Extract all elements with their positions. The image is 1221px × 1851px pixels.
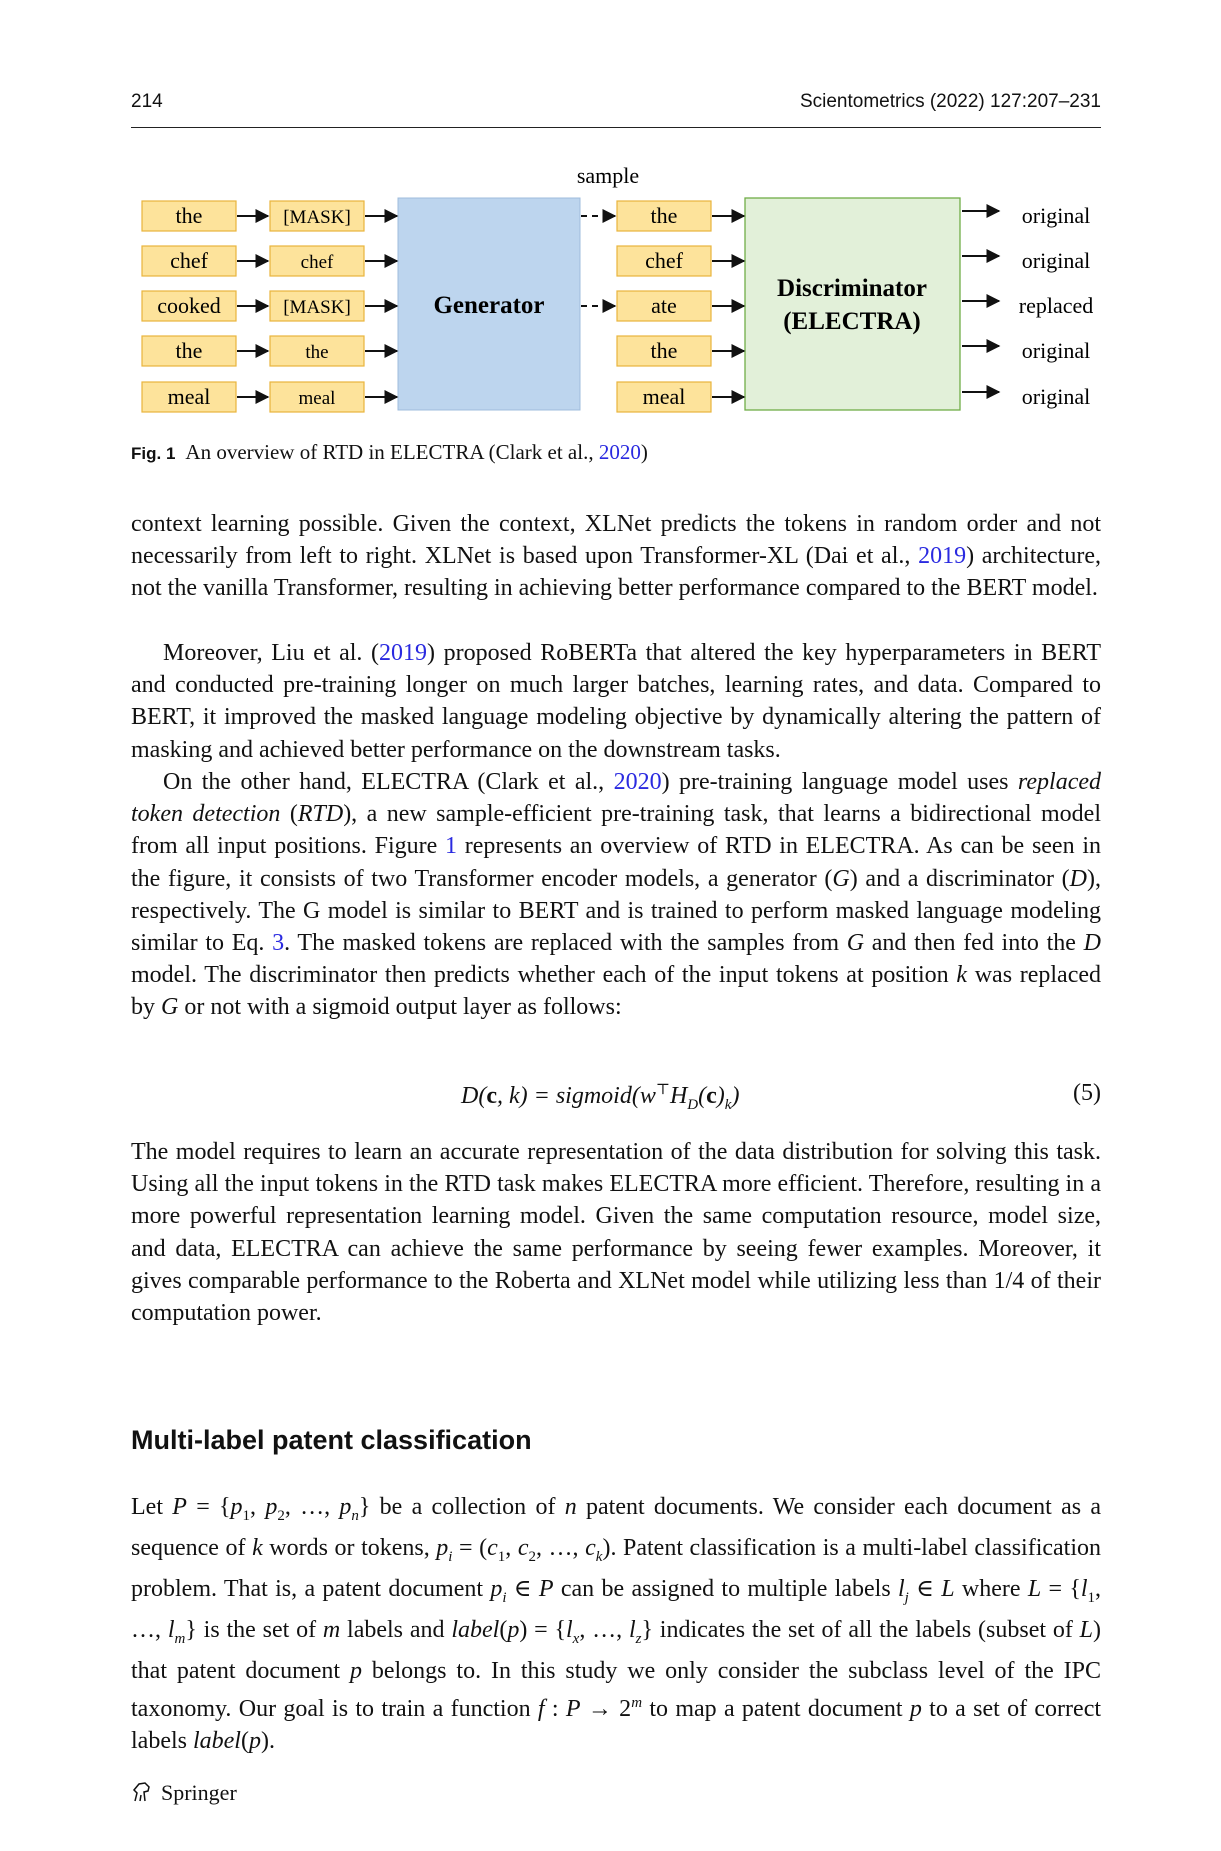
equation-formula: D(c, $k) = sigmoid(w^⊤H_D(c)_k)$ xyxy=(461,1082,740,1113)
input-token-text: the xyxy=(175,338,203,363)
discriminator-label-line1: Discriminator xyxy=(777,275,927,302)
discriminator-box xyxy=(745,198,960,410)
sampled-token-text: ate xyxy=(651,293,677,318)
input-tokens xyxy=(142,201,236,412)
symbol-g: G xyxy=(161,994,179,1021)
symbol-g: G xyxy=(846,930,865,957)
para4-text: The model requires to learn an accurate representation of the data distribution for solving this task. Using all the input tokens in the RTD task makes ELECTRA more efficient. Therefore, resulting in a more powerful representation learning model. Given the same computation resource, model size, and data, ELECTRA can achieve the same performance by seeing fewer examples. Moreover, it gives comparable performance to the Roberta and XLNet model while utilizing less than 1/4 of their computation power. xyxy=(131,1139,1101,1327)
para2-text-a: Moreover, Liu et al. ( xyxy=(163,640,380,666)
para3-text: ) and a discriminator ( xyxy=(849,865,1070,892)
figure-caption xyxy=(131,440,648,465)
springer-horse-icon xyxy=(131,1781,153,1803)
paragraph-efficiency xyxy=(131,1136,1101,1329)
section-title: Multi-label patent classification xyxy=(131,1425,532,1455)
citation-link-dai[interactable]: 2019 xyxy=(918,543,967,570)
page-number: 214 xyxy=(131,91,163,112)
caption-close: ) xyxy=(640,440,648,464)
output-label: original xyxy=(1021,248,1091,273)
masked-token-text: chef xyxy=(300,252,334,273)
masked-tokens xyxy=(270,201,364,412)
rtd-figure xyxy=(0,0,1221,430)
term-rtd: RTD xyxy=(297,801,344,828)
input-token-text: meal xyxy=(167,384,211,409)
generator-label: Generator xyxy=(433,292,545,319)
para3-text: represents an overview of RTD in ELECTRA. As can be seen in the figure, it consists of two Transformer encoder models, a generator ( xyxy=(131,833,1101,892)
para5-text: Let $P = \{p_1$, $p_2$, …, $p_n$} be a collection of n patent documents. We consider each document as a sequence of k words or tokens, $p_i = (c_1$, $c_2$, …, $c_k$). Patent classification is a multi-label classification problem. That is, a patent document $p_i$ ∈ P can be assigned to multiple labels $l_j$ ∈ L where $L = \{l_1$, …, $l_m$} is the set of m labels and label(p) = {$l_x$, …, $l_z$} indicates the set of all the labels (subset of L) that patent document p belongs to. In this study we only consider the subclass level of the IPC taxonomy. Our goal is to train a function f : $P \to 2^m$ to map a patent document p to a set of correct labels label(p). xyxy=(131,1494,1102,1755)
caption-citation-link[interactable]: 2020 xyxy=(598,440,641,464)
publisher-name: Springer xyxy=(161,1780,237,1805)
sampled-token-text: the xyxy=(650,338,678,363)
output-label: original xyxy=(1021,338,1091,363)
para3-text: . The masked tokens are replaced with the samples from xyxy=(284,930,847,957)
symbol-d: D xyxy=(1069,865,1088,892)
para3-text: or not with a sigmoid output layer as follows: xyxy=(178,994,622,1021)
para3-text: was replaced by xyxy=(131,962,1102,1021)
publisher-footer xyxy=(131,1780,237,1806)
input-token-text: chef xyxy=(170,248,208,273)
masked-token-text: [MASK] xyxy=(283,297,351,318)
equation-number: (5) xyxy=(1073,1080,1101,1106)
input-token-text: the xyxy=(175,203,203,228)
figure-ref-link[interactable]: 1 xyxy=(445,833,458,860)
sampled-token-text: the xyxy=(650,203,678,228)
term-rtd-full: replaced token detection xyxy=(131,769,1101,828)
masked-token-text: meal xyxy=(298,388,336,409)
caption-label: Fig. 1 xyxy=(131,444,176,463)
para3-text: On the other hand, ELECTRA (Clark et al., xyxy=(163,769,614,795)
journal-citation: Scientometrics (2022) 127:207–231 xyxy=(799,91,1101,112)
para3-text: ), respectively. The G model is similar to BERT and is trained to perform masked language modeling similar to Eq. xyxy=(131,865,1102,957)
symbol-d: D xyxy=(1083,930,1101,957)
masked-token-text: the xyxy=(305,342,329,363)
output-label: replaced xyxy=(1018,293,1094,318)
masked-token-text: [MASK] xyxy=(283,207,351,228)
paragraph-xlnet xyxy=(131,508,1101,605)
sampled-token-text: chef xyxy=(645,248,683,273)
output-labels xyxy=(1019,203,1094,409)
para1-text-b: ) architecture, not the vanilla Transformer, resulting in achieving better performance compared to the BERT model. xyxy=(131,543,1101,602)
input-token-text: cooked xyxy=(157,293,221,318)
paragraph-roberta xyxy=(131,637,1101,766)
caption-text: An overview of RTD in ELECTRA (Clark et al., xyxy=(185,440,599,464)
para3-text: ( xyxy=(280,801,298,828)
sampled-token-text: meal xyxy=(642,384,686,409)
para3-text: and then fed into the xyxy=(864,930,1084,957)
citation-link-liu[interactable]: 2019 xyxy=(379,640,428,666)
symbol-g: G xyxy=(832,865,850,892)
paragraph-electra xyxy=(131,766,1101,1024)
equation-ref-link[interactable]: 3 xyxy=(272,930,285,957)
output-label: original xyxy=(1021,384,1091,409)
symbol-k: k xyxy=(956,962,968,989)
para3-text: ) pre-training language model uses xyxy=(661,769,1018,795)
para2-text-b: ) proposed RoBERTa that altered the key hyperparameters in BERT and conducted pre-training longer on much larger batches, learning rates, and data. Compared to BERT, it improved the masked language modeling objective by dynamically altering the pattern of masking and achieved better performance on the downstream tasks. xyxy=(131,640,1101,763)
sample-label: sample xyxy=(576,163,640,188)
para3-text: model. The discriminator then predicts whether each of the input tokens at position xyxy=(131,962,957,989)
para1-text-a: context learning possible. Given the context, XLNet predicts the tokens in random order and not necessarily from left to right. XLNet is based upon Transformer-XL (Dai et al., xyxy=(131,511,1101,570)
paragraph-problem-definition xyxy=(131,1491,1101,1758)
sampled-tokens xyxy=(617,201,711,412)
equation-5 xyxy=(131,1080,1101,1114)
citation-link-clark[interactable]: 2020 xyxy=(613,769,662,795)
discriminator-label-line2: (ELECTRA) xyxy=(783,308,921,335)
output-label: original xyxy=(1021,203,1091,228)
para3-text: ), a new sample-efficient pre-training task, that learns a bidirectional model from all input positions. Figure xyxy=(131,801,1101,860)
